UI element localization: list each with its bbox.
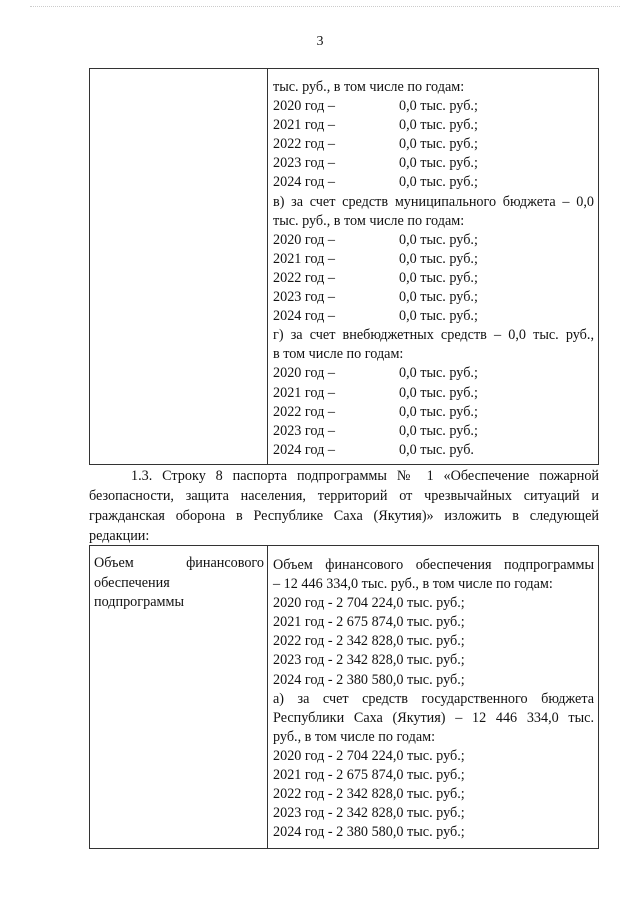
year-amount: 0,0 тыс. руб.; — [399, 174, 478, 191]
table2-text-line: 2024 год - 2 380 580,0 тыс. руб.; — [273, 671, 465, 688]
year-label: 2022 год – — [273, 403, 335, 420]
table1-year-row — [273, 288, 594, 307]
table1-right-cell — [273, 78, 594, 460]
table2-text-line: а) за счет средств государственного бюджета — [273, 690, 594, 707]
table2-text-line: 2024 год - 2 380 580,0 тыс. руб.; — [273, 824, 465, 841]
year-label: 2022 год – — [273, 269, 335, 286]
year-label: 2021 год – — [273, 250, 335, 267]
table2-text-line: Объем финансового обеспечения подпрограммы — [273, 557, 594, 573]
year-amount: 0,0 тыс. руб.; — [399, 98, 478, 115]
table1-year-row — [273, 441, 594, 460]
table1-text-line: в том числе по годам: — [273, 346, 404, 363]
table1-year-row — [273, 384, 594, 403]
year-label: 2021 год – — [273, 384, 335, 401]
table2-text-line: 2023 год - 2 342 828,0 тыс. руб.; — [273, 805, 465, 822]
year-amount: 0,0 тыс. руб. — [399, 441, 474, 458]
table2-left-text-line: Объем финансового — [94, 555, 264, 571]
table2-left-cell — [94, 554, 264, 613]
year-amount: 0,0 тыс. руб.; — [399, 231, 478, 248]
table2-text-line: 2021 год - 2 675 874,0 тыс. руб.; — [273, 767, 465, 784]
table1-year-row — [273, 116, 594, 135]
year-label: 2023 год – — [273, 155, 335, 172]
year-label: 2024 год – — [273, 174, 335, 191]
table2-text-line: 2020 год - 2 704 224,0 тыс. руб.; — [273, 747, 465, 764]
table2-text-line: 2022 год - 2 342 828,0 тыс. руб.; — [273, 633, 465, 650]
year-amount: 0,0 тыс. руб.; — [399, 289, 478, 306]
page-number: 3 — [316, 34, 324, 49]
subprogram-funding-table — [89, 545, 599, 849]
table1-year-row — [273, 154, 594, 173]
funding-table-continued — [89, 68, 599, 465]
year-amount: 0,0 тыс. руб.; — [399, 403, 478, 420]
year-amount: 0,0 тыс. руб.; — [399, 384, 478, 401]
paragraph-line: редакции: — [89, 528, 150, 544]
column-divider — [267, 546, 268, 848]
paragraph-line: 1.3. Строку 8 паспорта подпрограммы № 1 «Обеспечение пожарной — [131, 468, 599, 484]
table1-text-line: тыс. руб., в том числе по годам: — [273, 79, 465, 95]
year-amount: 0,0 тыс. руб.; — [399, 250, 478, 267]
year-amount: 0,0 тыс. руб.; — [399, 308, 478, 325]
year-label: 2020 год – — [273, 365, 335, 382]
table1-text-line: тыс. руб., в том числе по годам: — [273, 212, 465, 229]
table1-year-row — [273, 173, 594, 192]
table2-text-line: 2023 год - 2 342 828,0 тыс. руб.; — [273, 652, 465, 669]
paragraph-line: безопасности, защита населения, территорий от чрезвычайных ситуаций и — [89, 488, 599, 504]
table1-text-line: в) за счет средств муниципального бюджета – 0,0 — [273, 193, 594, 210]
table1-text-line: г) за счет внебюджетных средств – 0,0 тыс. руб., — [273, 327, 594, 344]
table1-year-row — [273, 422, 594, 441]
table2-text-line: 2021 год - 2 675 874,0 тыс. руб.; — [273, 614, 465, 631]
table2-left-text-line: обеспечения — [94, 574, 170, 591]
table1-year-row — [273, 403, 594, 422]
year-label: 2022 год – — [273, 136, 335, 153]
paragraph-line: гражданская оборона в Республике Саха (Якутия)» изложить в следующей — [89, 508, 599, 524]
table1-year-row — [273, 231, 594, 250]
table1-year-row — [273, 97, 594, 116]
table2-text-line: руб., в том числе по годам: — [273, 728, 436, 745]
year-amount: 0,0 тыс. руб.; — [399, 422, 478, 439]
table1-year-row — [273, 250, 594, 269]
table1-year-row — [273, 307, 594, 326]
table2-text-line: 2022 год - 2 342 828,0 тыс. руб.; — [273, 786, 465, 803]
table1-year-row — [273, 135, 594, 154]
year-amount: 0,0 тыс. руб.; — [399, 365, 478, 382]
year-label: 2023 год – — [273, 422, 335, 439]
year-label: 2021 год – — [273, 117, 335, 134]
scan-artifact-dots — [30, 6, 620, 8]
table2-text-line: 2020 год - 2 704 224,0 тыс. руб.; — [273, 595, 465, 612]
year-amount: 0,0 тыс. руб.; — [399, 136, 478, 153]
year-amount: 0,0 тыс. руб.; — [399, 269, 478, 286]
year-amount: 0,0 тыс. руб.; — [399, 155, 478, 172]
table2-text-line: – 12 446 334,0 тыс. руб., в том числе по годам: — [273, 576, 553, 593]
year-label: 2023 год – — [273, 289, 335, 306]
table2-text-line: Республики Саха (Якутия) – 12 446 334,0 тыс. — [273, 709, 594, 726]
year-amount: 0,0 тыс. руб.; — [399, 117, 478, 134]
year-label: 2020 год – — [273, 231, 335, 248]
table2-right-cell — [273, 556, 594, 842]
year-label: 2024 год – — [273, 308, 335, 325]
year-label: 2024 год – — [273, 441, 335, 458]
table1-year-row — [273, 364, 594, 383]
table2-left-text-line: подпрограммы — [94, 594, 184, 610]
year-label: 2020 год – — [273, 98, 335, 115]
column-divider — [267, 69, 268, 464]
table1-year-row — [273, 269, 594, 288]
amendment-paragraph-1-3 — [89, 466, 599, 546]
